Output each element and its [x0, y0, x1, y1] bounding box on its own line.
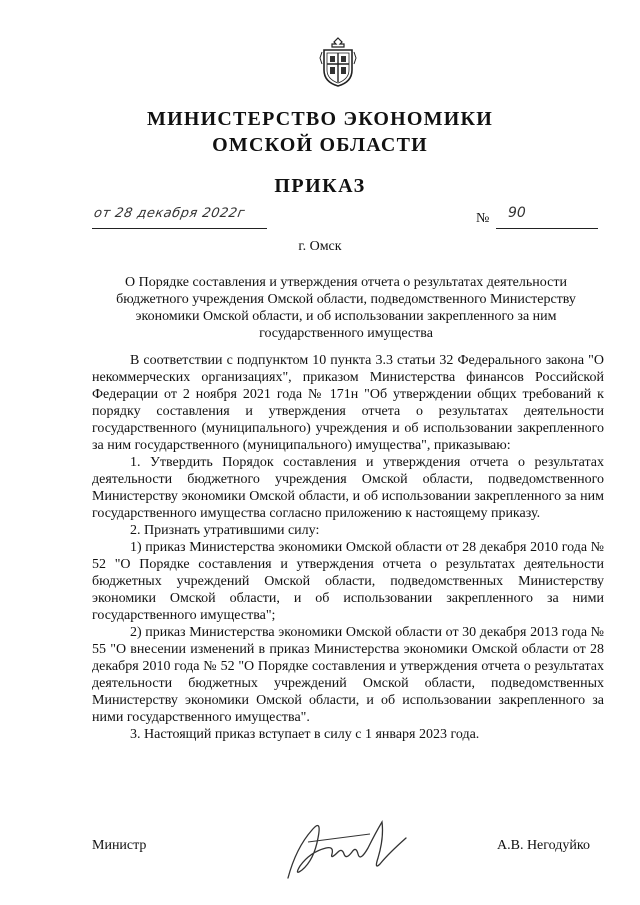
body-paragraph: 1) приказ Министерства экономики Омской области от 28 декабря 2010 года № 52 "О Порядке составления и утверждения отчета о результатах деятельности бюджетных учреждений Омской области, подведомственных Министерству экономики Омской области, и об использовании закрепленного за ними государственного имущества";	[92, 540, 604, 623]
signatory-name: А.В. Негодуйко	[497, 838, 590, 853]
number-label: №	[476, 211, 490, 226]
org-name-line1: МИНИСТЕРСТВО ЭКОНОМИКИ	[147, 108, 493, 130]
org-name-line2: ОМСКОЙ ОБЛАСТИ	[212, 134, 428, 156]
body-paragraph: 2) приказ Министерства экономики Омской области от 30 декабря 2013 года № 55 "О внесении изменений в приказ Министерства экономики Омской области от 28 декабря 2010 года № 52 "О Порядке составления и утверждения отчета о результатах деятельности бюджетных учреждений Омской области, подведомственных Министерству экономики Омской области, и об использовании закрепленного за ними государственного имущества".	[92, 625, 604, 725]
document-date: от 28 декабря 2022г	[92, 206, 247, 221]
body-paragraph: 3. Настоящий приказ вступает в силу с 1 января 2023 года.	[130, 727, 480, 742]
document-type: ПРИКАЗ	[274, 175, 366, 197]
body-paragraph: 2. Признать утратившими силу:	[130, 523, 320, 538]
coat-of-arms-icon	[318, 36, 358, 88]
body-paragraph: 1. Утвердить Порядок составления и утверждения отчета о результатах деятельности бюджетного учреждения Омской области, подведомственного Министерству экономики Омской области, и об использовании закрепленного за ним государственного имущества согласно приложению к настоящему приказу.	[92, 455, 604, 521]
city: г. Омск	[298, 239, 342, 254]
handwritten-signature	[278, 808, 418, 888]
signatory-position: Министр	[92, 838, 147, 853]
document-title: О Порядке составления и утверждения отчета о результатах деятельности бюджетного учреждения Омской области, подведомственного Министерству экономики Омской области, и об использовании закрепленного за ним государственного имущества	[116, 275, 576, 341]
document-number: 90	[508, 205, 526, 221]
body-paragraph: В соответствии с подпунктом 10 пункта 3.3 статьи 32 Федерального закона "О некоммерческих организациях", приказом Министерства финансов Российской Федерации от 2 ноября 2021 года № 171н "Об утверждении общих требований к порядку составления и утверждения отчета о результатах деятельности государственного (муниципального) учреждения и об использовании закрепленного за ним государственного (муниципального) имущества", приказываю:	[92, 353, 604, 453]
document-body	[92, 352, 604, 743]
